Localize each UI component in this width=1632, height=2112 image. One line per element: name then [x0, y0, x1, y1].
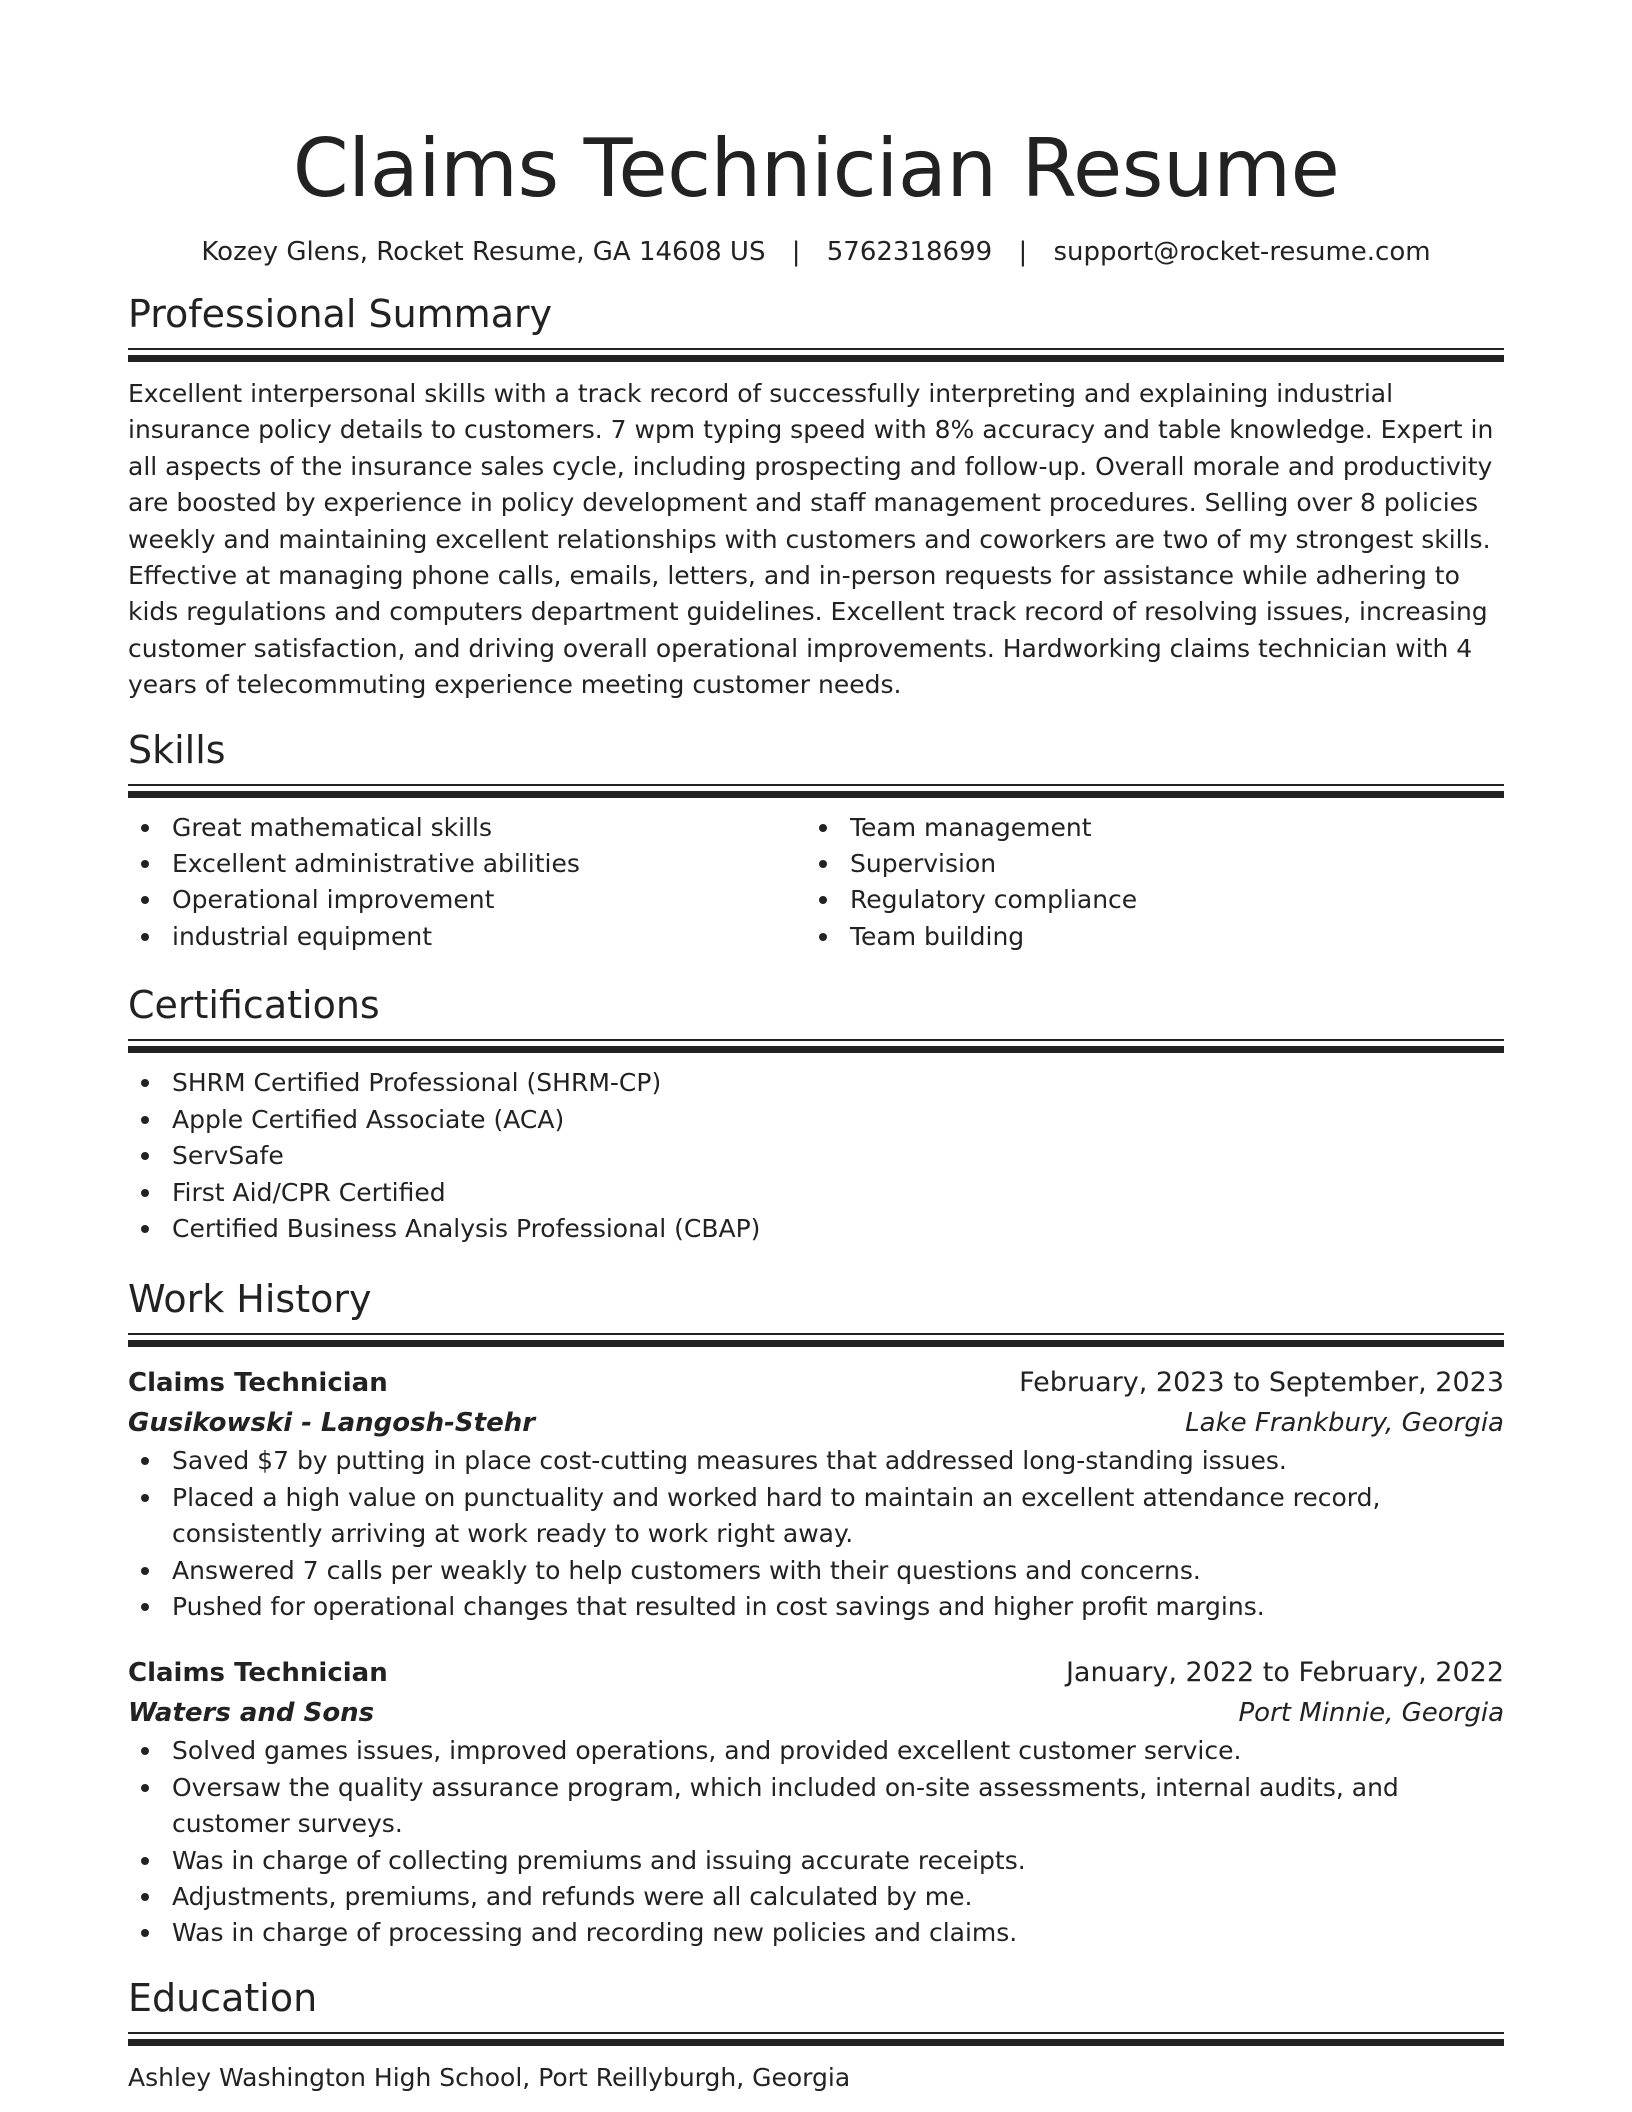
education-section: [128, 1974, 1504, 2096]
job-bullet: Adjustments, premiums, and refunds were all calculated by me.: [128, 1879, 1504, 1915]
contact-phone: 5762318699: [826, 237, 993, 267]
section-heading: Education: [128, 1975, 318, 2020]
section-divider: [128, 2032, 1504, 2046]
skill-item: Team building: [806, 919, 1484, 955]
job-bullet: Pushed for operational changes that resulted in cost savings and higher profit margins.: [128, 1589, 1504, 1625]
certifications-list: [128, 1065, 1504, 1247]
contact-email: support@rocket-resume.com: [1053, 237, 1431, 267]
job-bullet: Saved $7 by putting in place cost-cutting measures that addressed long-standing issues.: [128, 1443, 1504, 1479]
contact-line: [128, 234, 1504, 270]
skills-grid: [128, 810, 1504, 956]
job-bullet: Was in charge of processing and recording new policies and claims.: [128, 1915, 1504, 1951]
summary-section: [128, 290, 1504, 704]
job-title: Claims Technician: [128, 1368, 388, 1399]
certification-item: Apple Certified Associate (ACA): [128, 1102, 1504, 1138]
education-entry: Ashley Washington High School, Port Reillyburgh, Georgia: [128, 2062, 851, 2092]
job-title: Claims Technician: [128, 1658, 388, 1689]
contact-separator: |: [1018, 237, 1028, 267]
skill-item: Great mathematical skills: [128, 810, 806, 846]
job-company: Gusikowski - Langosh-Stehr: [128, 1408, 536, 1439]
skill-item: Excellent administrative abilities: [128, 846, 806, 882]
contact-address: Kozey Glens, Rocket Resume, GA 14608 US: [201, 237, 766, 267]
skill-item: Operational improvement: [128, 882, 806, 918]
job-bullet: Solved games issues, improved operations, and provided excellent customer service.: [128, 1733, 1504, 1769]
summary-text: Excellent interpersonal skills with a track record of successfully interpreting and explaining industrial insurance policy details to customers. 7 wpm typing speed with 8% accuracy and table knowledge. Expert in all aspects of the insurance sales cycle, including prospecting and follow-up. Overall morale and productivity are boosted by experience in policy development and staff management procedures. Selling over 8 policies weekly and maintaining excellent relationships with customers and coworkers are two of my strongest skills. Effective at managing phone calls, emails, letters, and in-person requests for assistance while adhering to kids regulations and computers department guidelines. Excellent track record of resolving issues, increasing customer satisfaction, and driving overall operational improvements. Hardworking claims technician with 4 years of telecommuting experience meeting customer needs.: [128, 379, 1494, 700]
job-bullet: Oversaw the quality assurance program, which included on-site assessments, internal audits, and customer surveys.: [128, 1770, 1504, 1843]
skills-right-list: [806, 810, 1484, 956]
skills-section: [128, 726, 1504, 956]
job-bullet: Placed a high value on punctuality and worked hard to maintain an excellent attendance record, consistently arriving at work ready to work right away.: [128, 1480, 1504, 1553]
job-bullet: Was in charge of collecting premiums and issuing accurate receipts.: [128, 1843, 1504, 1879]
skill-item: Supervision: [806, 846, 1484, 882]
certification-item: Certified Business Analysis Professional (CBAP): [128, 1211, 1504, 1247]
job-company: Waters and Sons: [128, 1698, 375, 1729]
section-divider: [128, 348, 1504, 362]
job-dates: February, 2023 to September, 2023: [1019, 1367, 1504, 1399]
section-divider: [128, 784, 1504, 798]
contact-separator: |: [791, 237, 801, 267]
certification-item: First Aid/CPR Certified: [128, 1175, 1504, 1211]
skill-item: Regulatory compliance: [806, 882, 1484, 918]
job-location: Port Minnie, Georgia: [1238, 1698, 1504, 1729]
work-history-section: [128, 1275, 1504, 1951]
job-entry: [128, 1363, 1504, 1625]
section-divider: [128, 1333, 1504, 1347]
section-heading: Certifications: [128, 983, 380, 1028]
job-header-row: [128, 1363, 1504, 1403]
job-bullet-list: [128, 1733, 1504, 1951]
skills-left-list: [128, 810, 806, 956]
job-dates: January, 2022 to February, 2022: [1065, 1657, 1504, 1689]
section-heading: Skills: [128, 727, 226, 772]
job-bullet-list: [128, 1443, 1504, 1625]
section-heading: Professional Summary: [128, 292, 553, 336]
skill-item: industrial equipment: [128, 919, 806, 955]
job-entry: [128, 1653, 1504, 1951]
resume-content: [128, 0, 1504, 2096]
certifications-section: [128, 981, 1504, 1247]
job-company-row: [128, 1693, 1504, 1733]
section-divider: [128, 1039, 1504, 1053]
certification-item: SHRM Certified Professional (SHRM-CP): [128, 1065, 1504, 1101]
certification-item: ServSafe: [128, 1138, 1504, 1174]
job-header-row: [128, 1653, 1504, 1693]
job-location: Lake Frankbury, Georgia: [1185, 1408, 1504, 1439]
job-bullet: Answered 7 calls per weakly to help customers with their questions and concerns.: [128, 1553, 1504, 1589]
resume-title: Claims Technician Resume: [292, 122, 1340, 215]
job-company-row: [128, 1403, 1504, 1443]
skill-item: Team management: [806, 810, 1484, 846]
section-heading: Work History: [128, 1277, 372, 1322]
